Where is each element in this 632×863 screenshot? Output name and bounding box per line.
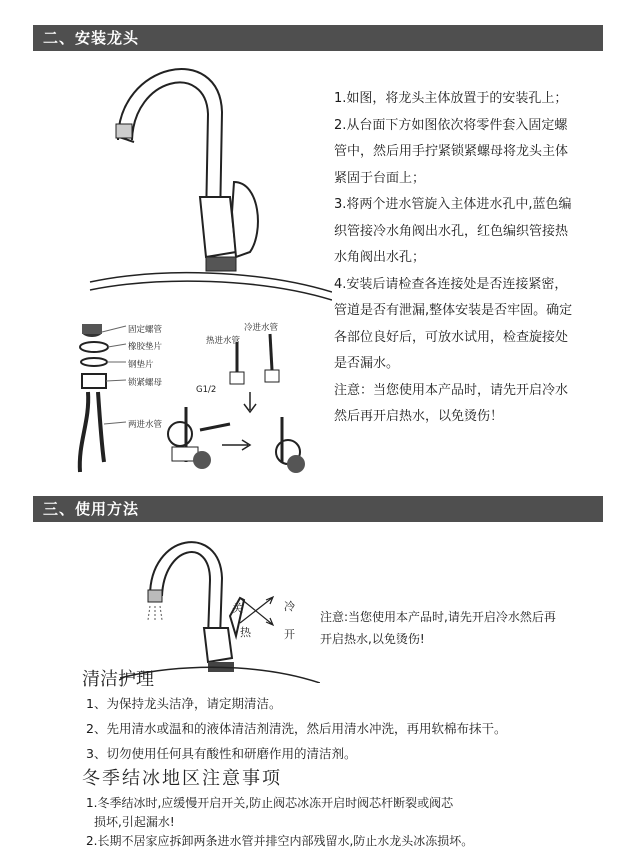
- label-close: 关: [232, 602, 243, 615]
- list-item: 1、为保持龙头洁净，请定期清洁。: [86, 696, 282, 711]
- list-item: 2、先用清水或温和的液体清洁剂清洗，然后用清水冲洗，再用软棉布抹干。: [86, 721, 507, 736]
- usage-note-line2: 开启热水,以免烫伤!: [320, 632, 425, 646]
- step-line: 1.如图，将龙头主体放置于的安装孔上；: [334, 91, 568, 106]
- label-open: 开: [284, 628, 295, 641]
- step-line: 紧固于台面上；: [334, 170, 426, 186]
- step-line: 3.将两个进水管旋入主体进水孔中,蓝色编: [334, 197, 572, 212]
- label-hot: 热: [240, 626, 251, 639]
- label-cold-inlet: 冷进水管: [244, 323, 279, 333]
- step-line: 4.安装后请检查各连接处是否连接紧密，: [334, 276, 568, 292]
- step-line: 织管接冷水角阀出水孔，红色编织管接热: [334, 223, 569, 239]
- label-hot-inlet: 热进水管: [206, 336, 241, 346]
- step-line: 注意：当您使用本产品时，请先开启冷水: [334, 382, 569, 398]
- list-item: 2.长期不居家应拆卸两条进水管并排空内部残留水,防止水龙头冰冻损坏。: [86, 834, 474, 848]
- step-line: 水角阀出水孔；: [334, 250, 426, 265]
- label-thread: G1/2: [196, 385, 217, 395]
- winter-heading: 冬季结冰地区注意事项: [82, 768, 282, 789]
- usage-note-line1: 注意:当您使用本产品时,请先开启冷水然后再: [320, 610, 556, 624]
- step-line: 然后再开启热水，以免烫伤！: [334, 409, 504, 424]
- list-item: 1.冬季结冰时,应缓慢开启开关,防止阀芯冰冻开启时阀芯杆断裂或阀芯: [86, 796, 454, 810]
- faucet-installation-illustration: [60, 52, 332, 482]
- step-line: 各部位良好后，可放水试用，检查旋接处: [334, 329, 569, 345]
- section-header-usage: 三、使用方法: [33, 496, 603, 522]
- label-steel-pad: 钢垫片: [128, 360, 154, 370]
- list-item-cont: 损坏,引起漏水!: [94, 815, 175, 829]
- list-item: 3、切勿使用任何具有酸性和研磨作用的清洁剂。: [86, 746, 357, 761]
- label-fix-tube: 固定螺管: [128, 325, 163, 335]
- usage-note: [320, 606, 600, 650]
- label-rubber-pad: 橡胶垫片: [128, 342, 163, 352]
- section-header-install: 二、安装龙头: [33, 25, 603, 51]
- label-lock-nut: 锁紧螺母: [128, 378, 163, 388]
- winter-list: [86, 794, 473, 851]
- step-line: 管中，然后用手拧紧锁紧螺母将龙头主体: [334, 144, 569, 159]
- step-line: 2.从台面下方如图依次将零件套入固定螺: [334, 117, 568, 133]
- step-line: 管道是否有泄漏,整体安装是否牢固。确定: [334, 303, 573, 318]
- cleaning-heading: 清洁护理: [82, 669, 154, 690]
- install-steps: [334, 86, 602, 431]
- label-two-inlet: 两进水管: [128, 420, 163, 430]
- cleaning-list: [86, 691, 506, 766]
- step-line: 是否漏水。: [334, 356, 400, 371]
- label-cold: 冷: [284, 600, 295, 613]
